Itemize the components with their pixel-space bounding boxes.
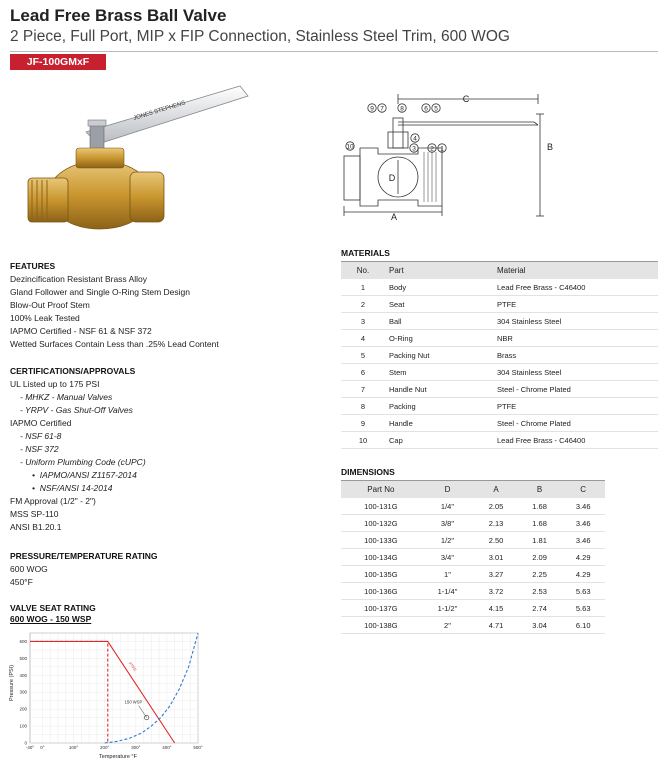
materials-no: 3 [341, 313, 385, 330]
features-section [10, 261, 219, 351]
ul-listing: UL Listed up to 175 PSI [10, 379, 100, 389]
iapmo-item: - NSF 61-8 [20, 431, 62, 441]
dimensions-cell: 3.01 [474, 549, 518, 566]
dimensions-cell: 3.46 [561, 498, 605, 515]
dimensions-cell: 3/8" [421, 515, 475, 532]
dimensions-cell: 2.50 [474, 532, 518, 549]
materials-heading: MATERIALS [341, 248, 390, 258]
chart-frame [30, 633, 198, 743]
header-divider [10, 51, 658, 52]
dimensions-heading: DIMENSIONS [341, 467, 395, 477]
materials-row [341, 432, 658, 449]
dimensions-table [341, 480, 605, 634]
callout-8: 8 [400, 105, 404, 113]
dimensions-cell: 100-131G [341, 498, 421, 515]
handle-shape [86, 86, 248, 144]
dimensions-row [341, 583, 605, 600]
materials-no: 6 [341, 364, 385, 381]
materials-part: Seat [385, 296, 493, 313]
dimensions-row [341, 532, 605, 549]
dimensions-cell: 100-136G [341, 583, 421, 600]
materials-part: Body [385, 279, 493, 296]
product-photo [18, 80, 258, 230]
dimensions-row [341, 498, 605, 515]
page-subtitle: 2 Piece, Full Port, MIP x FIP Connection, Stainless Steel Trim, 600 WOG [10, 28, 510, 45]
materials-part: Packing Nut [385, 347, 493, 364]
feature-item: Dezincification Resistant Brass Alloy [10, 274, 148, 284]
feature-item: Blow-Out Proof Stem [10, 300, 90, 310]
temperature-value: 450°F [10, 577, 33, 587]
materials-row [341, 381, 658, 398]
dimensions-cell: 3.04 [518, 617, 562, 634]
other-approval: FM Approval (1/2" - 2") [10, 496, 96, 506]
dimensions-cell: 1/2" [421, 532, 475, 549]
dimensions-col-part-no: Part No [341, 481, 421, 499]
materials-no: 10 [341, 432, 385, 449]
chart-grid [30, 633, 198, 743]
y-tick-label: 0 [24, 740, 27, 746]
callout-9: 9 [370, 105, 374, 113]
y-tick-label: 100 [19, 723, 27, 729]
callout-2: 2 [430, 145, 434, 153]
chart-x-label: Temperature °F [99, 754, 137, 760]
series-label: PTFE [127, 660, 138, 673]
callout-7: 7 [380, 105, 384, 113]
dimensions-cell: 3.46 [561, 532, 605, 549]
materials-part: Handle [385, 415, 493, 432]
x-tick-label: 100° [68, 745, 79, 750]
chart-annotation: 150 WSP [124, 699, 143, 705]
certifications-section [10, 366, 146, 534]
materials-table [341, 261, 658, 449]
dimensions-cell: 2.25 [518, 566, 562, 583]
callout-5: 5 [434, 105, 438, 113]
dimensions-cell: 2.53 [518, 583, 562, 600]
feature-item: IAPMO Certified - NSF 61 & NSF 372 [10, 326, 152, 336]
features-heading: FEATURES [10, 261, 56, 271]
materials-row [341, 279, 658, 296]
dim-b-label: B [546, 142, 554, 152]
other-approval: MSS SP-110 [10, 509, 59, 519]
materials-part: Handle Nut [385, 381, 493, 398]
materials-row [341, 330, 658, 347]
dimensions-cell: 1/4" [421, 498, 475, 515]
materials-part: O-Ring [385, 330, 493, 347]
dimensions-col-a: A [474, 481, 518, 499]
valve-diagram [338, 88, 560, 220]
materials-material: 304 Stainless Steel [493, 313, 658, 330]
materials-row [341, 415, 658, 432]
materials-material: Lead Free Brass - C46400 [493, 432, 658, 449]
iapmo-item: - Uniform Plumbing Code (cUPC) [20, 457, 146, 467]
callout-3: 3 [412, 145, 416, 153]
x-tick-label: 0° [40, 745, 45, 750]
materials-no: 9 [341, 415, 385, 432]
dimensions-col-d: D [421, 481, 475, 499]
materials-col-no: No. [341, 262, 385, 280]
dimensions-cell: 100-133G [341, 532, 421, 549]
x-tick-label: 500° [193, 745, 203, 750]
feature-item: Gland Follower and Single O-Ring Stem Design [10, 287, 191, 297]
other-approval: ANSI B1.20.1 [10, 522, 62, 532]
dimensions-cell: 100-138G [341, 617, 421, 634]
iapmo-item: - NSF 372 [20, 444, 59, 454]
dimensions-row [341, 617, 605, 634]
dimensions-cell: 2" [421, 617, 475, 634]
dimensions-cell: 1-1/4" [421, 583, 475, 600]
dimensions-cell: 1.68 [518, 498, 562, 515]
y-tick-label: 400 [19, 672, 27, 678]
ul-item: - YRPV - Gas Shut-Off Valves [20, 405, 133, 415]
callout-4: 4 [413, 135, 417, 143]
dimensions-row [341, 566, 605, 583]
dimensions-cell: 2.05 [474, 498, 518, 515]
materials-part: Packing [385, 398, 493, 415]
materials-no: 8 [341, 398, 385, 415]
dim-a-label: A [390, 212, 398, 220]
dimensions-cell: 3.27 [474, 566, 518, 583]
x-tick-label: 400° [162, 745, 172, 750]
dimensions-row [341, 549, 605, 566]
handle-logo: JONES STEPHENS [132, 100, 187, 122]
seat-rating-chart [6, 625, 206, 761]
materials-col-part: Part [385, 262, 493, 280]
dimensions-cell: 3.46 [561, 515, 605, 532]
dimensions-cell: 1" [421, 566, 475, 583]
materials-material: 304 Stainless Steel [493, 364, 658, 381]
materials-row [341, 296, 658, 313]
dimensions-cell: 4.15 [474, 600, 518, 617]
materials-material: Lead Free Brass - C46400 [493, 279, 658, 296]
materials-material: Brass [493, 347, 658, 364]
x-tick-label: 200° [100, 745, 110, 750]
materials-material: Steel - Chrome Plated [493, 381, 658, 398]
materials-no: 2 [341, 296, 385, 313]
upc-item: • IAPMO/ANSI Z1157-2014 [32, 470, 137, 480]
seat-rating-section [10, 603, 96, 624]
materials-part: Cap [385, 432, 493, 449]
seat-rating-subheading: 600 WOG - 150 WSP [10, 614, 92, 624]
dimensions-cell: 2.74 [518, 600, 562, 617]
pressure-heading: PRESSURE/TEMPERATURE RATING [10, 551, 158, 561]
materials-material: Steel - Chrome Plated [493, 415, 658, 432]
dimensions-cell: 100-137G [341, 600, 421, 617]
dimensions-cell: 1.68 [518, 515, 562, 532]
dimensions-cell: 1.81 [518, 532, 562, 549]
dimensions-cell: 100-134G [341, 549, 421, 566]
y-tick-label: 300 [19, 689, 27, 695]
y-tick-label: 200 [19, 706, 27, 712]
dimensions-cell: 5.63 [561, 583, 605, 600]
dimensions-cell: 4.71 [474, 617, 518, 634]
dimensions-cell: 4.29 [561, 549, 605, 566]
upc-item: • NSF/ANSI 14-2014 [32, 483, 113, 493]
features-list [10, 273, 219, 351]
materials-no: 4 [341, 330, 385, 347]
materials-material: PTFE [493, 296, 658, 313]
pressure-value: 600 WOG [10, 564, 48, 574]
x-tick-label: 300° [131, 745, 141, 750]
dimensions-cell: 3.72 [474, 583, 518, 600]
pressure-section [10, 551, 158, 589]
seat-rating-heading: VALVE SEAT RATING [10, 603, 96, 613]
materials-part: Ball [385, 313, 493, 330]
callout-10: 10 [346, 143, 354, 151]
dimensions-cell: 3/4" [421, 549, 475, 566]
dimensions-col-c: C [561, 481, 605, 499]
dimensions-row [341, 600, 605, 617]
chart-y-label: Pressure (PSI) [9, 664, 15, 702]
materials-row [341, 398, 658, 415]
dimensions-cell: 100-132G [341, 515, 421, 532]
dimensions-cell: 100-135G [341, 566, 421, 583]
dimensions-cell: 1-1/2" [421, 600, 475, 617]
materials-part: Stem [385, 364, 493, 381]
dim-c-label: C [462, 94, 470, 104]
certifications-heading: CERTIFICATIONS/APPROVALS [10, 366, 136, 376]
dim-d-label: D [388, 173, 396, 183]
feature-item: 100% Leak Tested [10, 313, 80, 323]
materials-row [341, 364, 658, 381]
materials-material: PTFE [493, 398, 658, 415]
dimensions-cell: 2.09 [518, 549, 562, 566]
model-badge: JF-100GMxF [10, 54, 106, 70]
feature-item: Wetted Surfaces Contain Less than .25% Lead Content [10, 339, 219, 349]
materials-no: 5 [341, 347, 385, 364]
callout-6: 6 [424, 105, 428, 113]
dimensions-row [341, 515, 605, 532]
materials-material: NBR [493, 330, 658, 347]
y-tick-label: 500 [19, 655, 27, 661]
dimensions-cell: 5.63 [561, 600, 605, 617]
iapmo-certified: IAPMO Certified [10, 418, 72, 428]
dimensions-cell: 2.13 [474, 515, 518, 532]
materials-col-material: Material [493, 262, 658, 280]
dimensions-cell: 4.29 [561, 566, 605, 583]
materials-row [341, 313, 658, 330]
materials-no: 7 [341, 381, 385, 398]
y-tick-label: 600 [19, 638, 27, 644]
callout-1: 1 [440, 145, 444, 153]
materials-row [341, 347, 658, 364]
ul-item: - MHKZ - Manual Valves [20, 392, 113, 402]
page-title: Lead Free Brass Ball Valve [10, 6, 227, 25]
materials-no: 1 [341, 279, 385, 296]
x-tick-label: -40° [25, 745, 35, 750]
dimensions-col-b: B [518, 481, 562, 499]
dimensions-cell: 6.10 [561, 617, 605, 634]
